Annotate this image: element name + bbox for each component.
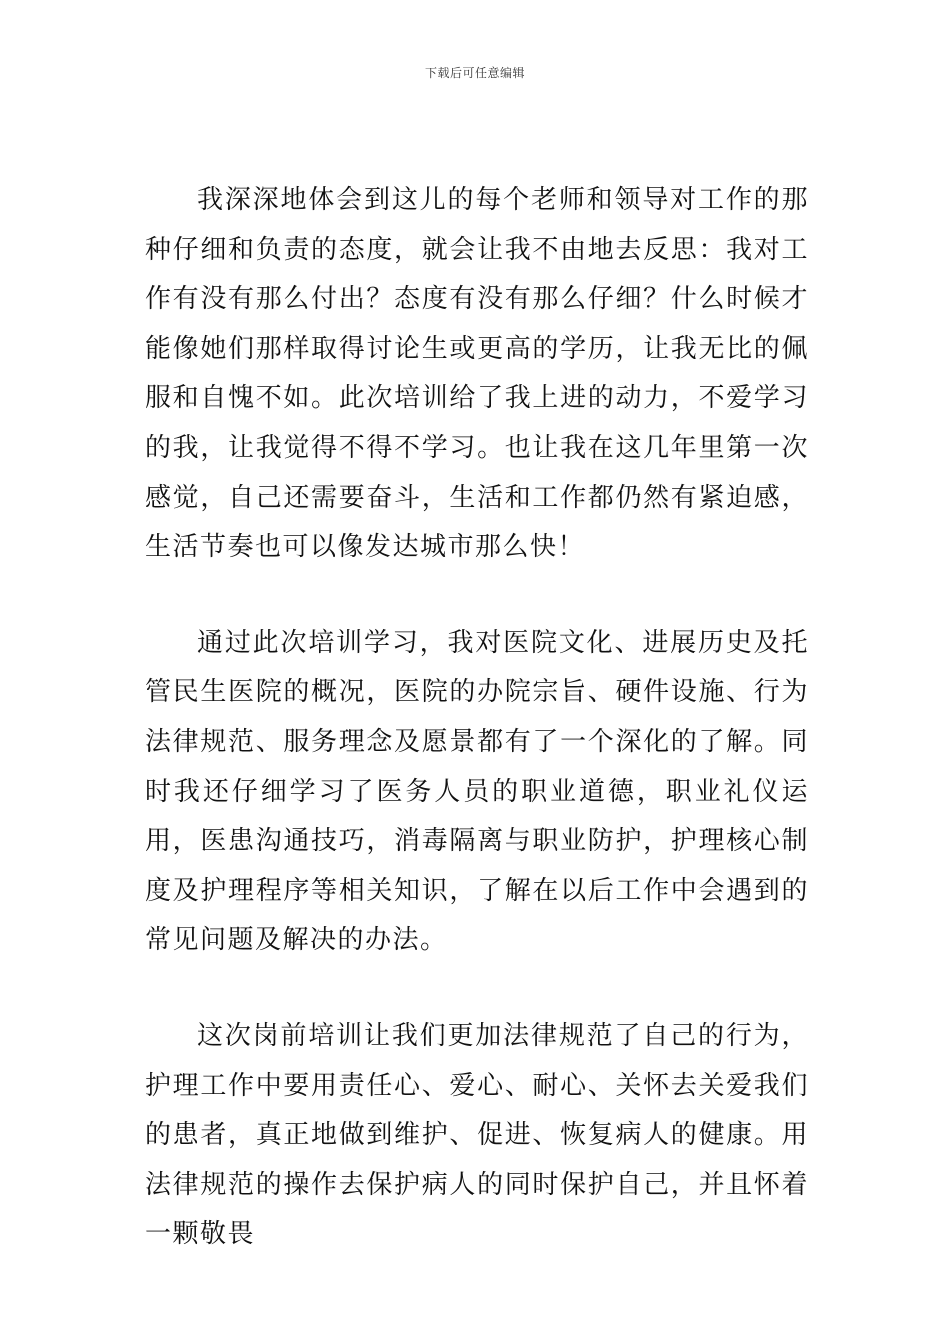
document-body bbox=[145, 176, 809, 1260]
page-header: 下载后可任意编辑 bbox=[424, 66, 525, 80]
paragraph-reflection: 我深深地体会到这儿的每个老师和领导对工作的那种仔细和负责的态度，就会让我不由地去反思：我对工作有没有那么付出？态度有没有那么仔细？什么时候才能像她们那样取得讨论生或更高的学历，让我无比的佩服和自愧不如。此次培训给了我上进的动力，不爱学习的我，让我觉得不得不学习。也让我在这几年里第一次感觉，自己还需要奋斗，生活和工作都仍然有紧迫感，生活节奏也可以像发达城市那么快！ bbox=[145, 185, 809, 563]
paragraph-standards: 这次岗前培训让我们更加法律规范了自己的行为，护理工作中要用责任心、爱心、耐心、关怀去关爱我们的患者，真正地做到维护、促进、恢复病人的健康。用法律规范的操作去保护病人的同时保护自己，并且怀着一颗敬畏 bbox=[145, 1020, 809, 1250]
paragraph-training-content: 通过此次培训学习，我对医院文化、进展历史及托管民生医院的概况，医院的办院宗旨、硬件设施、行为法律规范、服务理念及愿景都有了一个深化的了解。同时我还仔细学习了医务人员的职业道德，职业礼仪运用，医患沟通技巧，消毒隔离与职业防护，护理核心制度及护理程序等相关知识，了解在以后工作中会遇到的常见问题及解决的办法。 bbox=[145, 627, 809, 956]
